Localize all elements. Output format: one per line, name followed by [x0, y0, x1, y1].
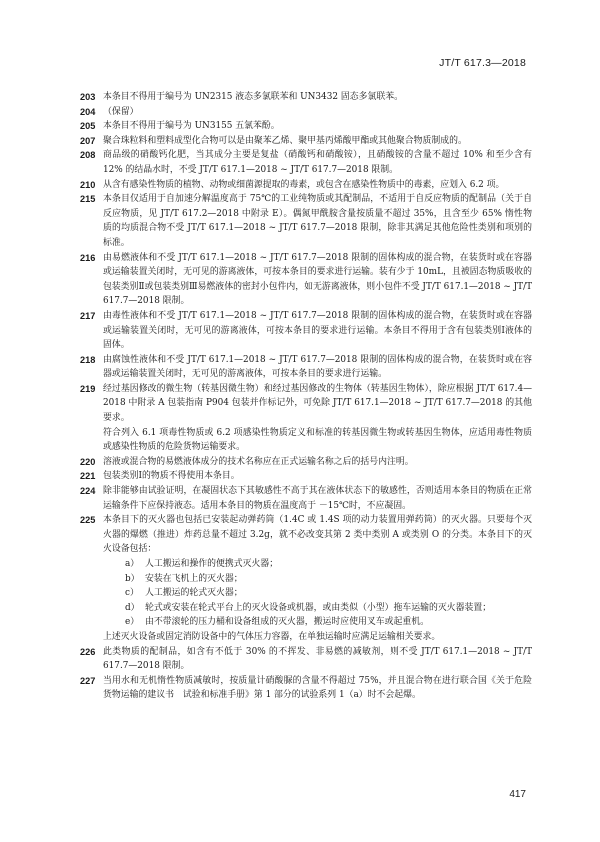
list-item	[125, 557, 532, 572]
provision-number: 219	[80, 383, 96, 394]
provision-entry	[80, 251, 532, 309]
provision-entry	[80, 105, 532, 120]
provision-number: 216	[80, 252, 96, 263]
page-number: 417	[509, 789, 526, 800]
list-item-label: c）	[125, 588, 139, 599]
provision-number: 224	[80, 486, 96, 497]
provision-text: 当用水和无机惰性物质减敏时，按质量计硝酸脲的含量不得超过 75%，并且混合物在进行联合国《关于危险货物运输的建议书 试验和标准手册》第 1 部分的试验系列 1（a）时不会起爆。	[103, 675, 532, 701]
provision-entry	[80, 469, 532, 484]
provision-number: 204	[80, 106, 96, 117]
provision-extra-text: 上述灭火设备或固定消防设备中的气体压力容器，在单独运输时应满足运输相关要求。	[103, 631, 441, 642]
list-item	[125, 615, 532, 630]
provision-text: 本条目不得用于编号为 UN3155 五氯苯酚。	[103, 121, 280, 132]
provision-entry	[80, 455, 532, 470]
provision-text: 本条目仅适用于自加速分解温度高于 75℃的工业纯物质或其配制品，不适用于自反应物质的配制品（关于自反应物质，见 JT/T 617.2—2018 中附录 E）。偶氮甲酰胺含量按质量不超过 35%，且含至少 65% 惰性物质的均质混合物不受 JT/T 617.1—2018 ~ JT/T 617.7—2018 限制，除非其满足其他危险性类别和项别的标准。	[103, 194, 532, 248]
provision-number: 218	[80, 354, 96, 365]
provision-text: 商品级的硝酸钙化肥，当其成分主要是复盐（硝酸钙和硝酸铵），且硝酸铵的含量不超过 10% 和至少含有 12% 的结晶水时，不受 JT/T 617.1—2018 ~ JT/T 617.7—2018 限制。	[103, 150, 532, 175]
provision-text: 由腐蚀性液体和不受 JT/T 617.1—2018 ~ JT/T 617.7—2018 限制的固体构成的混合物，在装货时或在容器或运输装置关闭时，无可见的游离液体，可按本条目的要求进行运输。	[103, 354, 532, 380]
provision-entry	[80, 192, 532, 250]
provision-entry	[80, 484, 532, 513]
list-item-label: d）	[125, 602, 140, 613]
list-item	[125, 586, 532, 601]
standard-code-header: JT/T 617.3—2018	[439, 57, 526, 69]
provision-entry	[80, 178, 532, 193]
provision-entry	[80, 119, 532, 134]
provision-text: 由易燃液体和不受 JT/T 617.1—2018 ~ JT/T 617.7—2018 限制的固体构成的混合物，在装货时或在容器或运输装置关闭时，无可见的游离液体，可按本条目的要求进行运输。装有少于 10mL，且被固态物质吸收的包装类别Ⅱ或包装类别Ⅲ易燃液体的密封小包件内，如无游离液体，则小包件不受 JT/T 617.1—2018 ~ JT/T 617.7—2018 限制。	[103, 252, 532, 307]
provision-text: 从含有感染性物质的植物、动物或细菌源提取的毒素，或包含在感染性物质中的毒素，应划入 6.2 项。	[103, 179, 505, 190]
provision-number: 217	[80, 310, 96, 321]
provision-entry	[80, 513, 532, 644]
provision-number: 221	[80, 471, 96, 482]
list-item-label: a）	[125, 559, 140, 569]
list-item-label: e）	[125, 617, 140, 628]
provision-text: 除非能够由试验证明，在凝固状态下其敏感性不高于其在液体状态下的敏感性，否则适用本条目的物质在正常运输条件下应保持液态。适用本条目的物质在温度高于 －15℃时，不应凝固。	[103, 486, 532, 511]
list-item	[125, 601, 532, 616]
provision-entry	[80, 148, 532, 177]
provisions-list	[80, 90, 532, 703]
provision-number: 210	[80, 179, 96, 190]
list-item-text: 安装在飞机上的灭火器；	[145, 573, 243, 584]
provision-entry	[80, 90, 532, 105]
provision-number: 208	[80, 150, 96, 161]
list-item-text: 人工搬运的轮式灭火器；	[145, 588, 243, 599]
provision-entry	[80, 134, 532, 149]
provision-number: 225	[80, 515, 96, 526]
provision-entry	[80, 674, 532, 703]
provision-text: 经过基因修改的微生物（转基因微生物）和经过基因修改的生物体（转基因生物体），除应根据 JT/T 617.4—2018 中附录 A 包装指南 P904 包装并作标记外，可免除 JT/T 617.1—2018 ~ JT/T 617.7—2018 的其他要求。	[103, 383, 532, 424]
provision-text: （保留）	[103, 106, 139, 117]
provision-number: 207	[80, 135, 96, 146]
provision-entry	[80, 309, 532, 353]
list-item-text: 由不带滚轮的压力桶和设备组成的灭火器，搬运时应使用叉车或起重机。	[145, 617, 429, 628]
provision-text: 本条目下的灭火器也包括已安装起动弹药筒（1.4C 或 1.4S 项的动力装置用弹药筒）的灭火器。只要每个灭火器的爆燃（推进）炸药总量不超过 3.2g，就不必改变其第 2 类中类别 A 或类别 O 的分类。本条目下的灭火设备包括：	[103, 515, 532, 555]
provision-number: 203	[80, 92, 96, 102]
provision-number: 227	[80, 675, 96, 686]
provision-number: 220	[80, 456, 96, 467]
provision-number: 215	[80, 194, 96, 205]
provision-extra-text: 符合列入 6.1 项毒性物质或 6.2 项感染性物质定义和标准的转基因微生物或转基因生物体，应适用毒性物质或感染性物质的危险货物运输要求。	[103, 427, 532, 453]
provision-text: 溶液或混合物的易燃液体成分的技术名称应在正式运输名称之后的括号内注明。	[103, 456, 414, 467]
provision-text: 本条目不得用于编号为 UN2315 液态多氯联苯和 UN3432 固态多氯联苯。	[103, 92, 403, 102]
provision-entry	[80, 353, 532, 382]
provision-text: 聚合珠粒料和塑料成型化合物可以是由聚苯乙烯、聚甲基丙烯酸甲酯或其他聚合物质制成的。	[103, 135, 467, 146]
equipment-list	[125, 557, 532, 630]
list-item-label: b）	[125, 573, 140, 584]
provision-text: 由毒性液体和不受 JT/T 617.1—2018 ~ JT/T 617.7—2018 限制的固体构成的混合物，在装货时或在容器或运输装置关闭时，无可见的游离液体，可按本条目的要求进行运输。本条目不得用于含有包装类别Ⅰ液体的固体。	[103, 310, 532, 351]
provision-text: 包装类别Ⅰ的物质不得使用本条目。	[103, 471, 240, 482]
provision-entry	[80, 382, 532, 455]
provision-entry	[80, 645, 532, 674]
provision-number: 226	[80, 646, 96, 657]
provision-text: 此类物质的配制品，如含有不低于 30% 的不挥发、非易燃的减敏剂，则不受 JT/T 617.1—2018 ~ JT/T 617.7—2018 限制。	[103, 646, 532, 672]
provision-number: 205	[80, 121, 96, 132]
list-item	[125, 572, 532, 587]
list-item-text: 轮式或安装在轮式平台上的灭火设备或机器，或由类似（小型）拖车运输的灭火器装置；	[145, 602, 492, 613]
list-item-text: 人工搬运和操作的便携式灭火器；	[145, 559, 279, 569]
